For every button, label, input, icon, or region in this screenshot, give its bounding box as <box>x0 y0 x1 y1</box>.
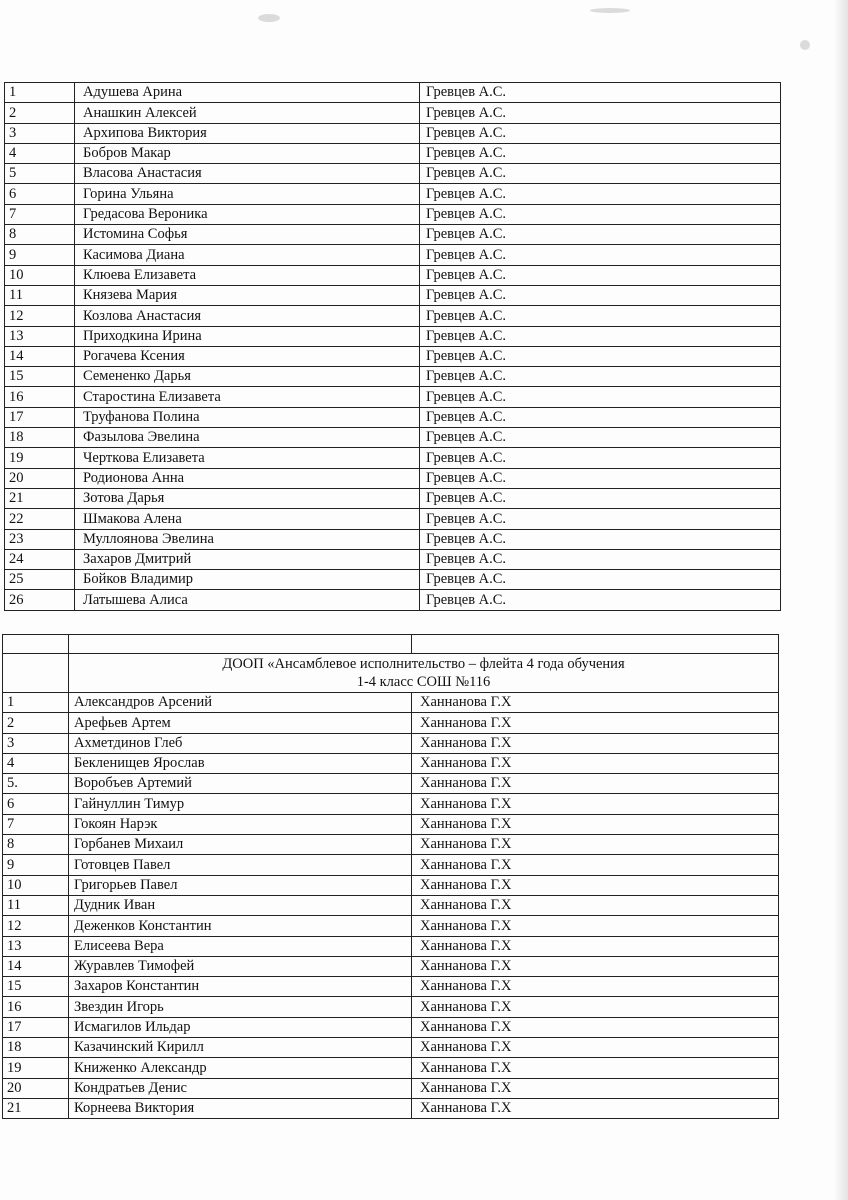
table-row <box>3 1038 779 1058</box>
student-name: Латышева Алиса <box>75 590 420 610</box>
row-number: 22 <box>5 509 75 529</box>
table-row <box>5 407 781 427</box>
row-number: 2 <box>3 713 69 733</box>
row-number: 9 <box>3 855 69 875</box>
teacher-name: Гревцев А.С. <box>420 509 781 529</box>
table-row <box>3 1078 779 1098</box>
teacher-name: Гревцев А.С. <box>420 367 781 387</box>
student-name: Рогачева Ксения <box>75 346 420 366</box>
teacher-name: Ханнанова Г.Х <box>412 753 779 773</box>
row-number: 14 <box>3 956 69 976</box>
row-number: 8 <box>5 225 75 245</box>
student-name: Гайнуллин Тимур <box>69 794 412 814</box>
student-name: Захаров Дмитрий <box>75 549 420 569</box>
student-name: Фазылова Эвелина <box>75 428 420 448</box>
teacher-name: Гревцев А.С. <box>420 204 781 224</box>
teacher-name: Ханнанова Г.Х <box>412 1078 779 1098</box>
table-row <box>3 956 779 976</box>
table-row <box>5 448 781 468</box>
table-row <box>3 997 779 1017</box>
teacher-name: Ханнанова Г.Х <box>412 977 779 997</box>
student-name: Захаров Константин <box>69 977 412 997</box>
table-row <box>5 326 781 346</box>
row-number: 6 <box>3 794 69 814</box>
student-name: Козлова Анастасия <box>75 306 420 326</box>
row-number: 7 <box>5 204 75 224</box>
table-row <box>3 753 779 773</box>
student-name: Власова Анастасия <box>75 164 420 184</box>
table-row <box>5 164 781 184</box>
student-name: Муллоянова Эвелина <box>75 529 420 549</box>
teacher-name: Гревцев А.С. <box>420 346 781 366</box>
table-row <box>5 346 781 366</box>
student-name: Деженков Константин <box>69 916 412 936</box>
student-name: Журавлев Тимофей <box>69 956 412 976</box>
row-number: 19 <box>3 1058 69 1078</box>
student-name: Родионова Анна <box>75 468 420 488</box>
row-number: 5. <box>3 774 69 794</box>
table-row <box>3 895 779 915</box>
student-name: Григорьев Павел <box>69 875 412 895</box>
row-number: 17 <box>3 1017 69 1037</box>
blank-cell <box>3 635 69 654</box>
student-name: Приходкина Ирина <box>75 326 420 346</box>
table-row <box>3 977 779 997</box>
teacher-name: Ханнанова Г.Х <box>412 916 779 936</box>
teacher-name: Гревцев А.С. <box>420 123 781 143</box>
program-heading-line2: 1-4 класс СОШ №116 <box>356 674 491 690</box>
table-row <box>5 204 781 224</box>
table-row <box>5 529 781 549</box>
student-name: Горина Ульяна <box>75 184 420 204</box>
blank-cell <box>69 635 412 654</box>
teacher-name: Гревцев А.С. <box>420 488 781 508</box>
table-row <box>5 570 781 590</box>
row-number: 8 <box>3 835 69 855</box>
student-name: Адушева Арина <box>75 83 420 103</box>
teacher-name: Гревцев А.С. <box>420 285 781 305</box>
row-number: 10 <box>5 265 75 285</box>
teacher-name: Ханнанова Г.Х <box>412 956 779 976</box>
student-name: Казачинский Кирилл <box>69 1038 412 1058</box>
student-name: Бойков Владимир <box>75 570 420 590</box>
student-name: Бекленищев Ярослав <box>69 753 412 773</box>
row-number: 13 <box>3 936 69 956</box>
row-number: 9 <box>5 245 75 265</box>
row-number: 12 <box>3 916 69 936</box>
row-number: 24 <box>5 549 75 569</box>
student-name: Архипова Виктория <box>75 123 420 143</box>
table-row <box>5 225 781 245</box>
teacher-name: Гревцев А.С. <box>420 265 781 285</box>
teacher-name: Ханнанова Г.Х <box>412 1058 779 1078</box>
teacher-name: Гревцев А.С. <box>420 407 781 427</box>
student-name: Книженко Александр <box>69 1058 412 1078</box>
row-number: 18 <box>5 428 75 448</box>
student-name: Зотова Дарья <box>75 488 420 508</box>
teacher-name: Гревцев А.С. <box>420 83 781 103</box>
student-name: Касимова Диана <box>75 245 420 265</box>
teacher-name: Гревцев А.С. <box>420 103 781 123</box>
teacher-name: Ханнанова Г.Х <box>412 835 779 855</box>
page-edge-shadow <box>834 0 848 1200</box>
teacher-name: Ханнанова Г.Х <box>412 997 779 1017</box>
table-row <box>5 428 781 448</box>
table-row <box>3 936 779 956</box>
table-row <box>3 835 779 855</box>
table-row <box>3 1058 779 1078</box>
table-row <box>3 774 779 794</box>
teacher-name: Гревцев А.С. <box>420 570 781 590</box>
program-heading-row <box>3 654 779 693</box>
row-number: 26 <box>5 590 75 610</box>
row-number: 12 <box>5 306 75 326</box>
table-row <box>5 143 781 163</box>
student-name: Звездин Игорь <box>69 997 412 1017</box>
row-number: 5 <box>5 164 75 184</box>
student-name: Гредасова Вероника <box>75 204 420 224</box>
row-number: 19 <box>5 448 75 468</box>
table-row <box>3 1017 779 1037</box>
row-number: 10 <box>3 875 69 895</box>
student-name: Дудник Иван <box>69 895 412 915</box>
row-number: 1 <box>5 83 75 103</box>
table-row <box>5 184 781 204</box>
student-name: Воробъев Артемий <box>69 774 412 794</box>
student-name: Старостина Елизавета <box>75 387 420 407</box>
teacher-name: Ханнанова Г.Х <box>412 855 779 875</box>
row-number: 15 <box>3 977 69 997</box>
row-number: 16 <box>5 387 75 407</box>
table-row <box>5 367 781 387</box>
row-number: 1 <box>3 693 69 713</box>
teacher-name: Гревцев А.С. <box>420 143 781 163</box>
row-number: 15 <box>5 367 75 387</box>
table-row <box>3 693 779 713</box>
row-number: 23 <box>5 529 75 549</box>
program-heading <box>69 654 779 693</box>
student-name: Князева Мария <box>75 285 420 305</box>
teacher-name: Гревцев А.С. <box>420 549 781 569</box>
student-name: Клюева Елизавета <box>75 265 420 285</box>
teacher-name: Гревцев А.С. <box>420 326 781 346</box>
program-heading-line1: ДООП «Ансамблевое исполнительство – флейта 4 года обучения <box>222 656 625 672</box>
teacher-name: Ханнанова Г.Х <box>412 713 779 733</box>
row-number: 3 <box>5 123 75 143</box>
row-number: 16 <box>3 997 69 1017</box>
scan-smudge <box>800 40 810 50</box>
teacher-name: Гревцев А.С. <box>420 590 781 610</box>
table-row <box>5 265 781 285</box>
blank-cell <box>3 654 69 693</box>
table-row <box>5 468 781 488</box>
table-row <box>3 875 779 895</box>
teacher-name: Гревцев А.С. <box>420 225 781 245</box>
teacher-name: Ханнанова Г.Х <box>412 693 779 713</box>
row-number: 21 <box>3 1098 69 1118</box>
student-name: Гокоян Нарэк <box>69 814 412 834</box>
table-row <box>5 306 781 326</box>
student-name: Исмагилов Ильдар <box>69 1017 412 1037</box>
row-number: 11 <box>3 895 69 915</box>
student-name: Истомина Софья <box>75 225 420 245</box>
scan-smudge <box>258 14 280 22</box>
teacher-name: Ханнанова Г.Х <box>412 794 779 814</box>
row-number: 20 <box>5 468 75 488</box>
student-name: Шмакова Алена <box>75 509 420 529</box>
teacher-name: Ханнанова Г.Х <box>412 814 779 834</box>
row-number: 20 <box>3 1078 69 1098</box>
row-number: 13 <box>5 326 75 346</box>
row-number: 4 <box>3 753 69 773</box>
student-name: Готовцев Павел <box>69 855 412 875</box>
teacher-name: Ханнанова Г.Х <box>412 733 779 753</box>
student-name: Бобров Макар <box>75 143 420 163</box>
roster-table-2 <box>2 634 779 1119</box>
teacher-name: Ханнанова Г.Х <box>412 936 779 956</box>
teacher-name: Ханнанова Г.Х <box>412 895 779 915</box>
table-row <box>3 814 779 834</box>
teacher-name: Гревцев А.С. <box>420 164 781 184</box>
teacher-name: Гревцев А.С. <box>420 428 781 448</box>
row-number: 4 <box>5 143 75 163</box>
student-name: Александров Арсений <box>69 693 412 713</box>
blank-cell <box>412 635 779 654</box>
teacher-name: Ханнанова Г.Х <box>412 1098 779 1118</box>
teacher-name: Ханнанова Г.Х <box>412 1017 779 1037</box>
table-row <box>5 488 781 508</box>
table-row <box>3 916 779 936</box>
table-row <box>5 549 781 569</box>
table-row <box>5 83 781 103</box>
teacher-name: Ханнанова Г.Х <box>412 774 779 794</box>
teacher-name: Гревцев А.С. <box>420 529 781 549</box>
teacher-name: Гревцев А.С. <box>420 184 781 204</box>
blank-row <box>3 635 779 654</box>
row-number: 17 <box>5 407 75 427</box>
student-name: Анашкин Алексей <box>75 103 420 123</box>
row-number: 3 <box>3 733 69 753</box>
teacher-name: Гревцев А.С. <box>420 245 781 265</box>
table-row <box>3 733 779 753</box>
student-name: Ахметдинов Глеб <box>69 733 412 753</box>
student-name: Елисеева Вера <box>69 936 412 956</box>
table-row <box>3 794 779 814</box>
row-number: 11 <box>5 285 75 305</box>
teacher-name: Ханнанова Г.Х <box>412 875 779 895</box>
table-row <box>3 1098 779 1118</box>
row-number: 18 <box>3 1038 69 1058</box>
row-number: 2 <box>5 103 75 123</box>
row-number: 6 <box>5 184 75 204</box>
table-row <box>3 855 779 875</box>
teacher-name: Гревцев А.С. <box>420 448 781 468</box>
teacher-name: Гревцев А.С. <box>420 306 781 326</box>
student-name: Черткова Елизавета <box>75 448 420 468</box>
row-number: 25 <box>5 570 75 590</box>
scan-smudge <box>590 8 630 13</box>
student-name: Арефьев Артем <box>69 713 412 733</box>
student-name: Корнеева Виктория <box>69 1098 412 1118</box>
teacher-name: Ханнанова Г.Х <box>412 1038 779 1058</box>
table-row <box>5 387 781 407</box>
teacher-name: Гревцев А.С. <box>420 387 781 407</box>
student-name: Труфанова Полина <box>75 407 420 427</box>
row-number: 14 <box>5 346 75 366</box>
table-row <box>5 509 781 529</box>
student-name: Семененко Дарья <box>75 367 420 387</box>
teacher-name: Гревцев А.С. <box>420 468 781 488</box>
roster-table-1 <box>4 82 781 611</box>
table-row <box>5 590 781 610</box>
student-name: Кондратьев Денис <box>69 1078 412 1098</box>
table-row <box>5 103 781 123</box>
row-number: 21 <box>5 488 75 508</box>
table-row <box>3 713 779 733</box>
table-row <box>5 123 781 143</box>
table-row <box>5 285 781 305</box>
student-name: Горбанев Михаил <box>69 835 412 855</box>
table-row <box>5 245 781 265</box>
row-number: 7 <box>3 814 69 834</box>
